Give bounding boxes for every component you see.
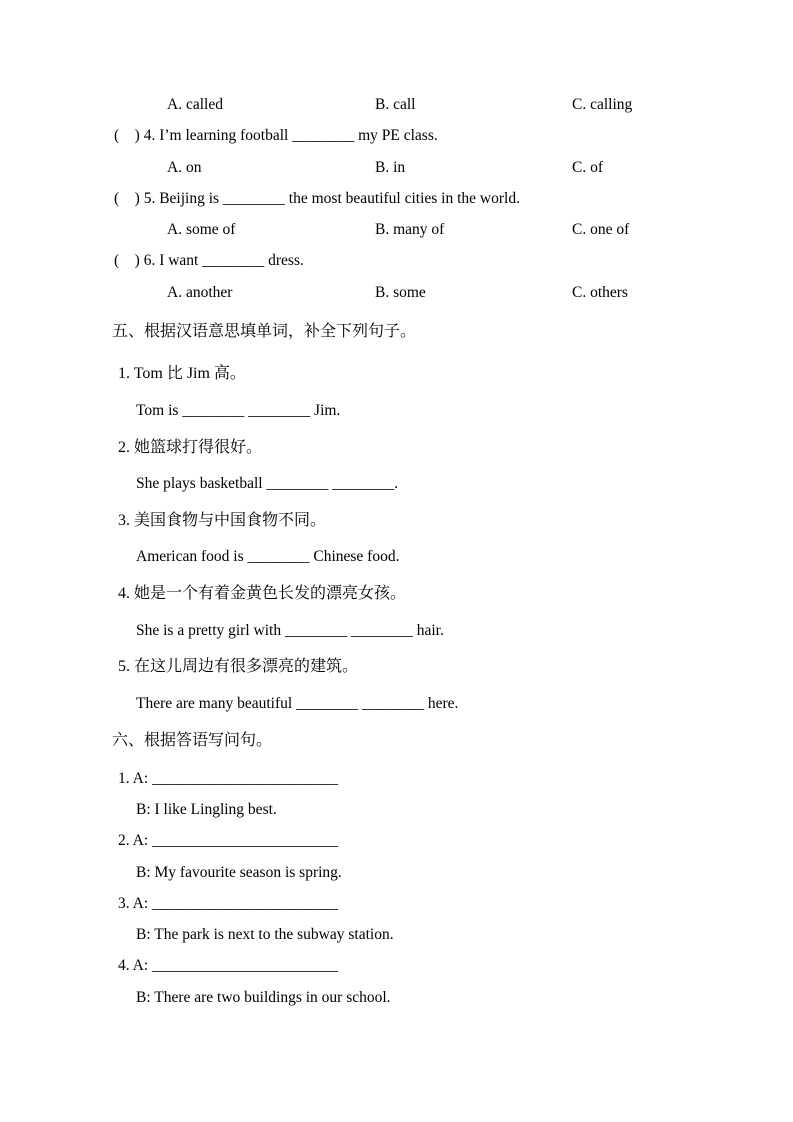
s6-answer-2: B: My favourite season is spring. (136, 863, 342, 881)
mc-options-row (0, 277, 793, 308)
s5-item-2-chinese: 2. 她篮球打得很好。 (118, 438, 263, 456)
s6-answer-4: B: There are two buildings in our school. (136, 988, 391, 1006)
mc-options-row (0, 214, 793, 245)
mc-question-stem-4: ( ) 4. I’m learning football ________ my PE class. (114, 127, 438, 145)
s6-question-4: 4. A: ________________________ (118, 957, 339, 975)
mc-option-b: B. call (375, 96, 416, 113)
mc-options-row (0, 89, 793, 120)
mc-option-c: C. others (572, 283, 628, 301)
section-five-heading: 五、根据汉语意思填单词，补全下列句子。 (112, 323, 417, 341)
s6-question-2: 2. A: ________________________ (118, 832, 339, 850)
section-six-heading: 六、根据答语写问句。 (112, 732, 273, 750)
mc-option-c: C. one of (572, 221, 630, 239)
s6-answer-3: B: The park is next to the subway station. (136, 926, 394, 944)
s6-question-3: 3. A: ________________________ (118, 894, 339, 912)
mc-option-b: B. in (375, 158, 406, 176)
mc-option-a: A. another (167, 283, 233, 301)
s5-item-5-chinese: 5. 在这儿周边有很多漂亮的建筑。 (118, 658, 359, 676)
s5-item-2-english: She plays basketball ________ ________. (136, 475, 399, 493)
mc-option-a: A. called (167, 96, 223, 113)
s6-answer-1: B: I like Lingling best. (136, 800, 277, 818)
s5-item-4-chinese: 4. 她是一个有着金黄色长发的漂亮女孩。 (118, 584, 407, 602)
mc-option-b: B. many of (375, 221, 445, 239)
mc-option-a: A. some of (167, 221, 236, 239)
mc-question-stem-6: ( ) 6. I want ________ dress. (114, 252, 304, 270)
mc-option-b: B. some (375, 283, 426, 301)
s5-item-1-chinese: 1. Tom 比 Jim 高。 (118, 365, 246, 383)
s6-question-1: 1. A: ________________________ (118, 769, 339, 787)
mc-option-c: C. of (572, 158, 603, 176)
s5-item-5-english: There are many beautiful ________ ________ here. (136, 694, 459, 712)
mc-question-stem-5: ( ) 5. Beijing is ________ the most beautiful cities in the world. (114, 189, 520, 207)
s5-item-3-chinese: 3. 美国食物与中国食物不同。 (118, 511, 327, 529)
mc-options-row (0, 152, 793, 183)
mc-option-c: C. calling (572, 96, 633, 113)
s5-item-3-english: American food is ________ Chinese food. (136, 548, 400, 566)
s5-item-1-english: Tom is ________ ________ Jim. (136, 401, 341, 419)
mc-option-a: A. on (167, 158, 202, 176)
s5-item-4-english: She is a pretty girl with ________ ________ hair. (136, 621, 444, 639)
